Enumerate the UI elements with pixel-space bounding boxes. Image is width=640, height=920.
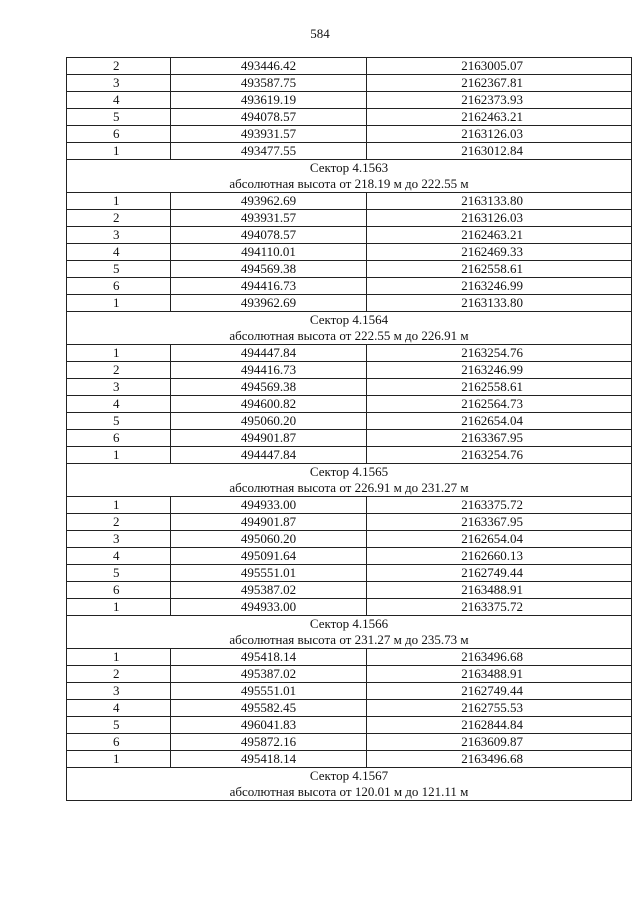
point-number-cell: 4 (67, 700, 171, 717)
table-row (67, 379, 632, 396)
table-row (67, 649, 632, 666)
table-row (67, 278, 632, 295)
point-number-cell: 1 (67, 599, 171, 616)
point-number-cell: 5 (67, 717, 171, 734)
point-number-cell: 6 (67, 430, 171, 447)
point-number-cell: 1 (67, 497, 171, 514)
table-row (67, 92, 632, 109)
point-number-cell: 6 (67, 278, 171, 295)
table-row (67, 734, 632, 751)
x-coordinate-cell: 495060.20 (171, 413, 367, 430)
table-row (67, 109, 632, 126)
y-coordinate-cell: 2163005.07 (367, 58, 632, 75)
y-coordinate-cell: 2162749.44 (367, 565, 632, 582)
x-coordinate-cell: 494110.01 (171, 244, 367, 261)
point-number-cell: 6 (67, 126, 171, 143)
x-coordinate-cell: 494078.57 (171, 227, 367, 244)
y-coordinate-cell: 2163488.91 (367, 582, 632, 599)
sector-title: Сектор 4.1564 (67, 312, 632, 329)
sector-title: Сектор 4.1563 (67, 160, 632, 177)
table-row (67, 514, 632, 531)
y-coordinate-cell: 2163496.68 (367, 751, 632, 768)
table-row (67, 244, 632, 261)
table-row (67, 396, 632, 413)
point-number-cell: 4 (67, 92, 171, 109)
y-coordinate-cell: 2163246.99 (367, 278, 632, 295)
y-coordinate-cell: 2162463.21 (367, 227, 632, 244)
point-number-cell: 2 (67, 362, 171, 379)
x-coordinate-cell: 494447.84 (171, 345, 367, 362)
point-number-cell: 6 (67, 734, 171, 751)
table-row (67, 531, 632, 548)
table-row (67, 565, 632, 582)
y-coordinate-cell: 2162558.61 (367, 261, 632, 278)
sector-title-row (67, 768, 632, 785)
y-coordinate-cell: 2163367.95 (367, 514, 632, 531)
y-coordinate-cell: 2163012.84 (367, 143, 632, 160)
sector-altitude-row (67, 176, 632, 193)
sector-title-row (67, 312, 632, 329)
sector-altitude-row (67, 632, 632, 649)
point-number-cell: 1 (67, 649, 171, 666)
y-coordinate-cell: 2162558.61 (367, 379, 632, 396)
x-coordinate-cell: 494447.84 (171, 447, 367, 464)
point-number-cell: 3 (67, 531, 171, 548)
coordinates-table-body (67, 58, 632, 801)
y-coordinate-cell: 2162469.33 (367, 244, 632, 261)
table-row (67, 717, 632, 734)
point-number-cell: 4 (67, 396, 171, 413)
table-row (67, 75, 632, 92)
x-coordinate-cell: 495551.01 (171, 565, 367, 582)
coordinates-table (66, 57, 632, 801)
x-coordinate-cell: 495551.01 (171, 683, 367, 700)
x-coordinate-cell: 493962.69 (171, 193, 367, 210)
table-row (67, 143, 632, 160)
x-coordinate-cell: 495418.14 (171, 751, 367, 768)
page-number: 584 (310, 26, 330, 41)
point-number-cell: 1 (67, 295, 171, 312)
sector-altitude-row (67, 784, 632, 801)
y-coordinate-cell: 2162844.84 (367, 717, 632, 734)
table-row (67, 295, 632, 312)
table-row (67, 126, 632, 143)
x-coordinate-cell: 495387.02 (171, 666, 367, 683)
y-coordinate-cell: 2163609.87 (367, 734, 632, 751)
table-row (67, 447, 632, 464)
table-row (67, 751, 632, 768)
table-row (67, 666, 632, 683)
y-coordinate-cell: 2162367.81 (367, 75, 632, 92)
table-row (67, 599, 632, 616)
y-coordinate-cell: 2163133.80 (367, 193, 632, 210)
sector-title: Сектор 4.1565 (67, 464, 632, 481)
y-coordinate-cell: 2163254.76 (367, 345, 632, 362)
sector-title: Сектор 4.1566 (67, 616, 632, 633)
x-coordinate-cell: 493962.69 (171, 295, 367, 312)
point-number-cell: 2 (67, 58, 171, 75)
x-coordinate-cell: 494569.38 (171, 261, 367, 278)
x-coordinate-cell: 493931.57 (171, 210, 367, 227)
sector-title-row (67, 616, 632, 633)
y-coordinate-cell: 2163375.72 (367, 497, 632, 514)
y-coordinate-cell: 2163375.72 (367, 599, 632, 616)
x-coordinate-cell: 494933.00 (171, 497, 367, 514)
table-row (67, 210, 632, 227)
table-row (67, 261, 632, 278)
table-row (67, 700, 632, 717)
sector-altitude-row (67, 480, 632, 497)
x-coordinate-cell: 495387.02 (171, 582, 367, 599)
table-row (67, 362, 632, 379)
y-coordinate-cell: 2162654.04 (367, 531, 632, 548)
point-number-cell: 1 (67, 345, 171, 362)
table-row (67, 227, 632, 244)
point-number-cell: 2 (67, 210, 171, 227)
x-coordinate-cell: 495582.45 (171, 700, 367, 717)
table-row (67, 58, 632, 75)
x-coordinate-cell: 493587.75 (171, 75, 367, 92)
y-coordinate-cell: 2163488.91 (367, 666, 632, 683)
point-number-cell: 5 (67, 261, 171, 278)
x-coordinate-cell: 494901.87 (171, 430, 367, 447)
sector-title: Сектор 4.1567 (67, 768, 632, 785)
y-coordinate-cell: 2162373.93 (367, 92, 632, 109)
point-number-cell: 3 (67, 227, 171, 244)
y-coordinate-cell: 2162660.13 (367, 548, 632, 565)
sector-altitude: абсолютная высота от 218.19 м до 222.55 м (67, 176, 632, 193)
point-number-cell: 3 (67, 75, 171, 92)
y-coordinate-cell: 2163367.95 (367, 430, 632, 447)
table-row (67, 430, 632, 447)
table-row (67, 345, 632, 362)
table-row (67, 413, 632, 430)
y-coordinate-cell: 2163126.03 (367, 126, 632, 143)
x-coordinate-cell: 493477.55 (171, 143, 367, 160)
y-coordinate-cell: 2163254.76 (367, 447, 632, 464)
point-number-cell: 1 (67, 447, 171, 464)
y-coordinate-cell: 2162654.04 (367, 413, 632, 430)
sector-altitude-row (67, 328, 632, 345)
table-row (67, 582, 632, 599)
y-coordinate-cell: 2163126.03 (367, 210, 632, 227)
x-coordinate-cell: 494416.73 (171, 278, 367, 295)
sector-title-row (67, 160, 632, 177)
point-number-cell: 6 (67, 582, 171, 599)
y-coordinate-cell: 2162755.53 (367, 700, 632, 717)
table-row (67, 497, 632, 514)
x-coordinate-cell: 493446.42 (171, 58, 367, 75)
point-number-cell: 5 (67, 565, 171, 582)
x-coordinate-cell: 495872.16 (171, 734, 367, 751)
point-number-cell: 1 (67, 143, 171, 160)
x-coordinate-cell: 494569.38 (171, 379, 367, 396)
point-number-cell: 5 (67, 413, 171, 430)
point-number-cell: 2 (67, 666, 171, 683)
y-coordinate-cell: 2163133.80 (367, 295, 632, 312)
sector-altitude: абсолютная высота от 231.27 м до 235.73 м (67, 632, 632, 649)
point-number-cell: 5 (67, 109, 171, 126)
point-number-cell: 4 (67, 244, 171, 261)
sector-altitude: абсолютная высота от 120.01 м до 121.11 м (67, 784, 632, 801)
x-coordinate-cell: 495091.64 (171, 548, 367, 565)
x-coordinate-cell: 494416.73 (171, 362, 367, 379)
x-coordinate-cell: 494901.87 (171, 514, 367, 531)
y-coordinate-cell: 2162749.44 (367, 683, 632, 700)
point-number-cell: 1 (67, 751, 171, 768)
table-row (67, 683, 632, 700)
x-coordinate-cell: 494078.57 (171, 109, 367, 126)
point-number-cell: 1 (67, 193, 171, 210)
x-coordinate-cell: 493931.57 (171, 126, 367, 143)
point-number-cell: 3 (67, 683, 171, 700)
x-coordinate-cell: 495060.20 (171, 531, 367, 548)
y-coordinate-cell: 2163496.68 (367, 649, 632, 666)
table-row (67, 193, 632, 210)
sector-altitude: абсолютная высота от 222.55 м до 226.91 м (67, 328, 632, 345)
table-row (67, 548, 632, 565)
y-coordinate-cell: 2162463.21 (367, 109, 632, 126)
point-number-cell: 3 (67, 379, 171, 396)
sector-altitude: абсолютная высота от 226.91 м до 231.27 м (67, 480, 632, 497)
x-coordinate-cell: 494933.00 (171, 599, 367, 616)
point-number-cell: 4 (67, 548, 171, 565)
x-coordinate-cell: 493619.19 (171, 92, 367, 109)
x-coordinate-cell: 495418.14 (171, 649, 367, 666)
sector-title-row (67, 464, 632, 481)
x-coordinate-cell: 496041.83 (171, 717, 367, 734)
x-coordinate-cell: 494600.82 (171, 396, 367, 413)
point-number-cell: 2 (67, 514, 171, 531)
y-coordinate-cell: 2163246.99 (367, 362, 632, 379)
y-coordinate-cell: 2162564.73 (367, 396, 632, 413)
